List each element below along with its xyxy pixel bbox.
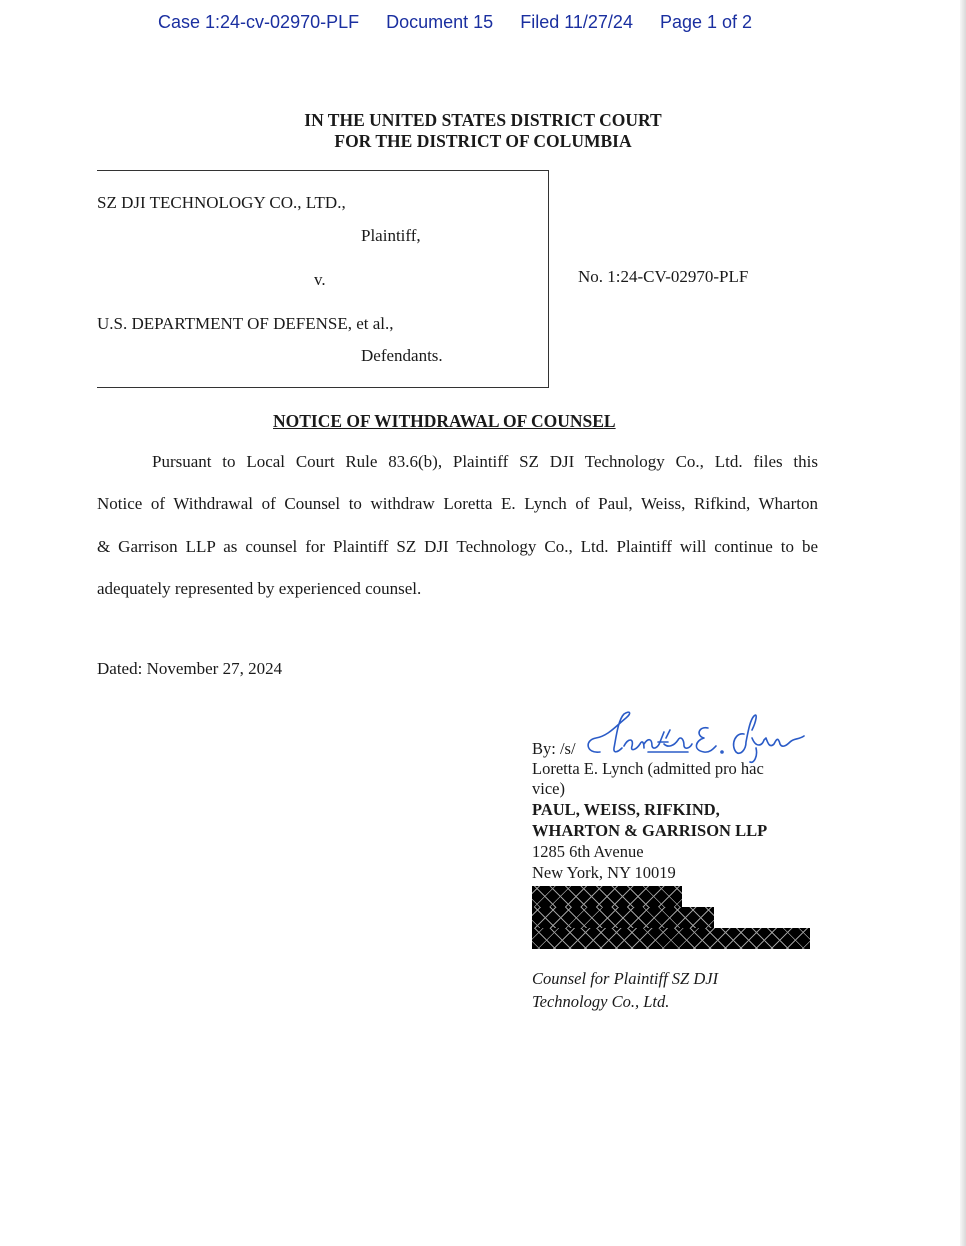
notice-line: adequately represented by experienced counsel. xyxy=(97,579,422,598)
scan-page-edge xyxy=(960,0,966,1246)
counsel-for-line2: Technology Co., Ltd. xyxy=(532,992,670,1011)
filing-header xyxy=(158,12,752,33)
defendant-role: Defendants. xyxy=(361,346,443,365)
caption-right-rule xyxy=(548,170,549,388)
document-number-header: Document 15 xyxy=(386,12,494,32)
case-number: No. 1:24-CV-02970-PLF xyxy=(578,267,749,286)
firm-name-line1: PAUL, WEISS, RIFKIND, xyxy=(532,800,720,819)
notice-line: Pursuant to Local Court Rule 83.6(b), Plaintiff SZ DJI Technology Co., Ltd. files this xyxy=(152,452,818,471)
case-number-header: Case 1:24-cv-02970-PLF xyxy=(158,12,360,32)
notice-line: Notice of Withdrawal of Counsel to withdraw Loretta E. Lynch of Paul, Weiss, Rifkind, Wharton xyxy=(97,494,818,513)
notice-line: & Garrison LLP as counsel for Plaintiff SZ DJI Technology Co., Ltd. Plaintiff will continue to be xyxy=(97,537,818,556)
caption-bottom-rule xyxy=(97,387,549,388)
counsel-for-line1: Counsel for Plaintiff SZ DJI xyxy=(532,969,719,988)
firm-name-line2: WHARTON & GARRISON LLP xyxy=(532,821,768,840)
defendant-name: U.S. DEPARTMENT OF DEFENSE, et al., xyxy=(97,314,394,333)
firm-address-line1: 1285 6th Avenue xyxy=(532,842,644,861)
redaction-box xyxy=(532,928,810,949)
attorney-name-line2: vice) xyxy=(532,779,565,798)
court-name-line1: IN THE UNITED STATES DISTRICT COURT xyxy=(304,110,662,130)
dated-line: Dated: November 27, 2024 xyxy=(97,659,283,678)
handwritten-signature-image xyxy=(580,708,816,766)
filed-date-header: Filed 11/27/24 xyxy=(520,12,633,32)
versus-label: v. xyxy=(314,270,326,289)
plaintiff-role: Plaintiff, xyxy=(361,226,421,245)
attorney-name-line1: Loretta E. Lynch (admitted pro hac xyxy=(532,759,764,778)
page-count-header: Page 1 of 2 xyxy=(659,12,753,32)
caption-top-rule xyxy=(97,170,549,171)
redaction-box xyxy=(532,886,682,907)
firm-address-line2: New York, NY 10019 xyxy=(532,863,676,882)
redaction-box xyxy=(532,907,714,928)
court-name-line2: FOR THE DISTRICT OF COLUMBIA xyxy=(334,131,632,151)
by-label: By: /s/ xyxy=(532,739,576,758)
notice-title: NOTICE OF WITHDRAWAL OF COUNSEL xyxy=(273,411,616,431)
plaintiff-name: SZ DJI TECHNOLOGY CO., LTD., xyxy=(97,193,346,212)
